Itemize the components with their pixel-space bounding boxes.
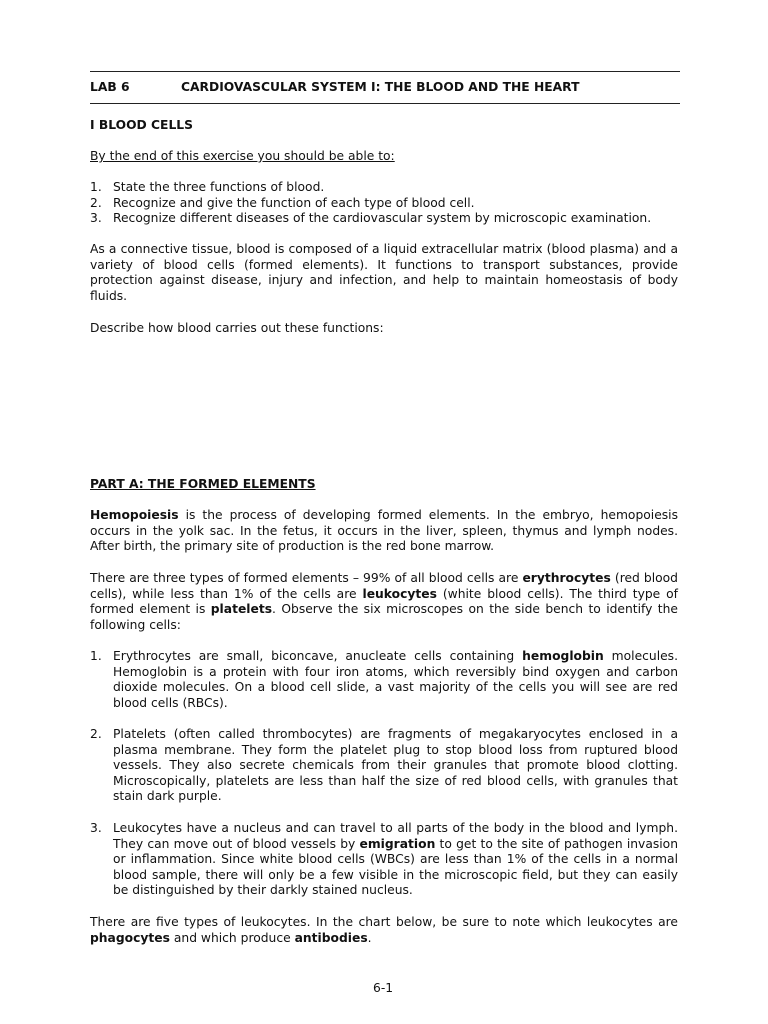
- term-hemopoiesis: Hemopoiesis: [90, 508, 179, 522]
- objective-item: Recognize and give the function of each type of blood cell.: [113, 196, 475, 210]
- objective-item: Recognize different diseases of the cardiovascular system by microscopic examination.: [113, 211, 652, 225]
- objective-item: State the three functions of blood.: [113, 180, 325, 194]
- objective-number: 3.: [90, 211, 102, 225]
- term-emigration: emigration: [359, 836, 436, 851]
- lab-title: CARDIOVASCULAR SYSTEM I: THE BLOOD AND THE HEART: [181, 80, 580, 94]
- section-heading-blood-cells: I BLOOD CELLS: [90, 118, 193, 132]
- term-antibodies: antibodies: [294, 930, 368, 945]
- header-top-rule: [90, 71, 680, 72]
- intro-paragraph: As a connective tissue, blood is composed of a liquid extracellular matrix (blood plasma) and a variety of blood cells (formed elements). It functions to transport substances, provide protection against disease, injury and infection, and help to maintain homeostasis of body fluids.: [90, 242, 678, 303]
- erythrocytes-item: Erythrocytes are small, biconcave, anucleate cells containing hemoglobin molecules. Hemoglobin is a protein with four iron atoms, which reversibly bind oxygen and carbon dioxide molecules. On a blood cell slide, a vast majority of the cells you will see are red blood cells (RBCs).: [113, 649, 678, 710]
- lab-number: LAB 6: [90, 80, 130, 94]
- closing-paragraph: There are five types of leukocytes. In the chart below, be sure to note which leukocytes are phagocytes and which produce antibodies.: [90, 915, 678, 945]
- platelets-item: Platelets (often called thrombocytes) are fragments of megakaryocytes enclosed in a plasma membrane. They form the platelet plug to stop blood loss from ruptured blood vessels. They also secrete chemicals from their granules that promote blood clotting. Microscopically, platelets are less than half the size of red blood cells, with granules that stain dark purple.: [113, 727, 678, 804]
- describe-prompt: Describe how blood carries out these functions:: [90, 321, 384, 335]
- hemopoiesis-paragraph: Hemopoiesis is the process of developing formed elements. In the embryo, hemopoiesis occurs in the yolk sac. In the fetus, it occurs in the liver, spleen, thymus and lymph nodes. After birth, the primary site of production is the red bone marrow.: [90, 508, 678, 554]
- formed-elements-paragraph: There are three types of formed elements – 99% of all blood cells are erythrocytes (red blood cells), while less than 1% of the cells are leukocytes (white blood cells). The third type of formed element is platelets. Observe the six microscopes on the side bench to identify the following cells:: [90, 571, 679, 632]
- cell-item-number: 3.: [90, 821, 102, 835]
- term-phagocytes: phagocytes: [90, 930, 170, 945]
- term-platelets: platelets: [210, 602, 273, 617]
- objective-number: 1.: [90, 180, 102, 194]
- cell-item-number: 2.: [90, 727, 102, 741]
- header-bottom-rule: [90, 103, 680, 104]
- term-hemoglobin: hemoglobin: [522, 649, 604, 663]
- cell-item-number: 1.: [90, 649, 102, 663]
- objectives-intro: By the end of this exercise you should be able to:: [90, 149, 395, 163]
- part-a-heading: PART A: THE FORMED ELEMENTS: [90, 477, 316, 491]
- leukocytes-item: Leukocytes have a nucleus and can travel to all parts of the body in the blood and lymph. They can move out of blood vessels by emigration to get to the site of pathogen invasion or inflammation. Since white blood cells (WBCs) are less than 1% of the cells in a normal blood sample, there will only be a few visible in the microscopic field, but they can easily be distinguished by their darkly stained nucleus.: [113, 821, 678, 898]
- page-number: 6-1: [373, 981, 394, 995]
- objective-number: 2.: [90, 196, 102, 210]
- term-leukocytes: leukocytes: [362, 586, 437, 601]
- term-erythrocytes: erythrocytes: [522, 571, 611, 585]
